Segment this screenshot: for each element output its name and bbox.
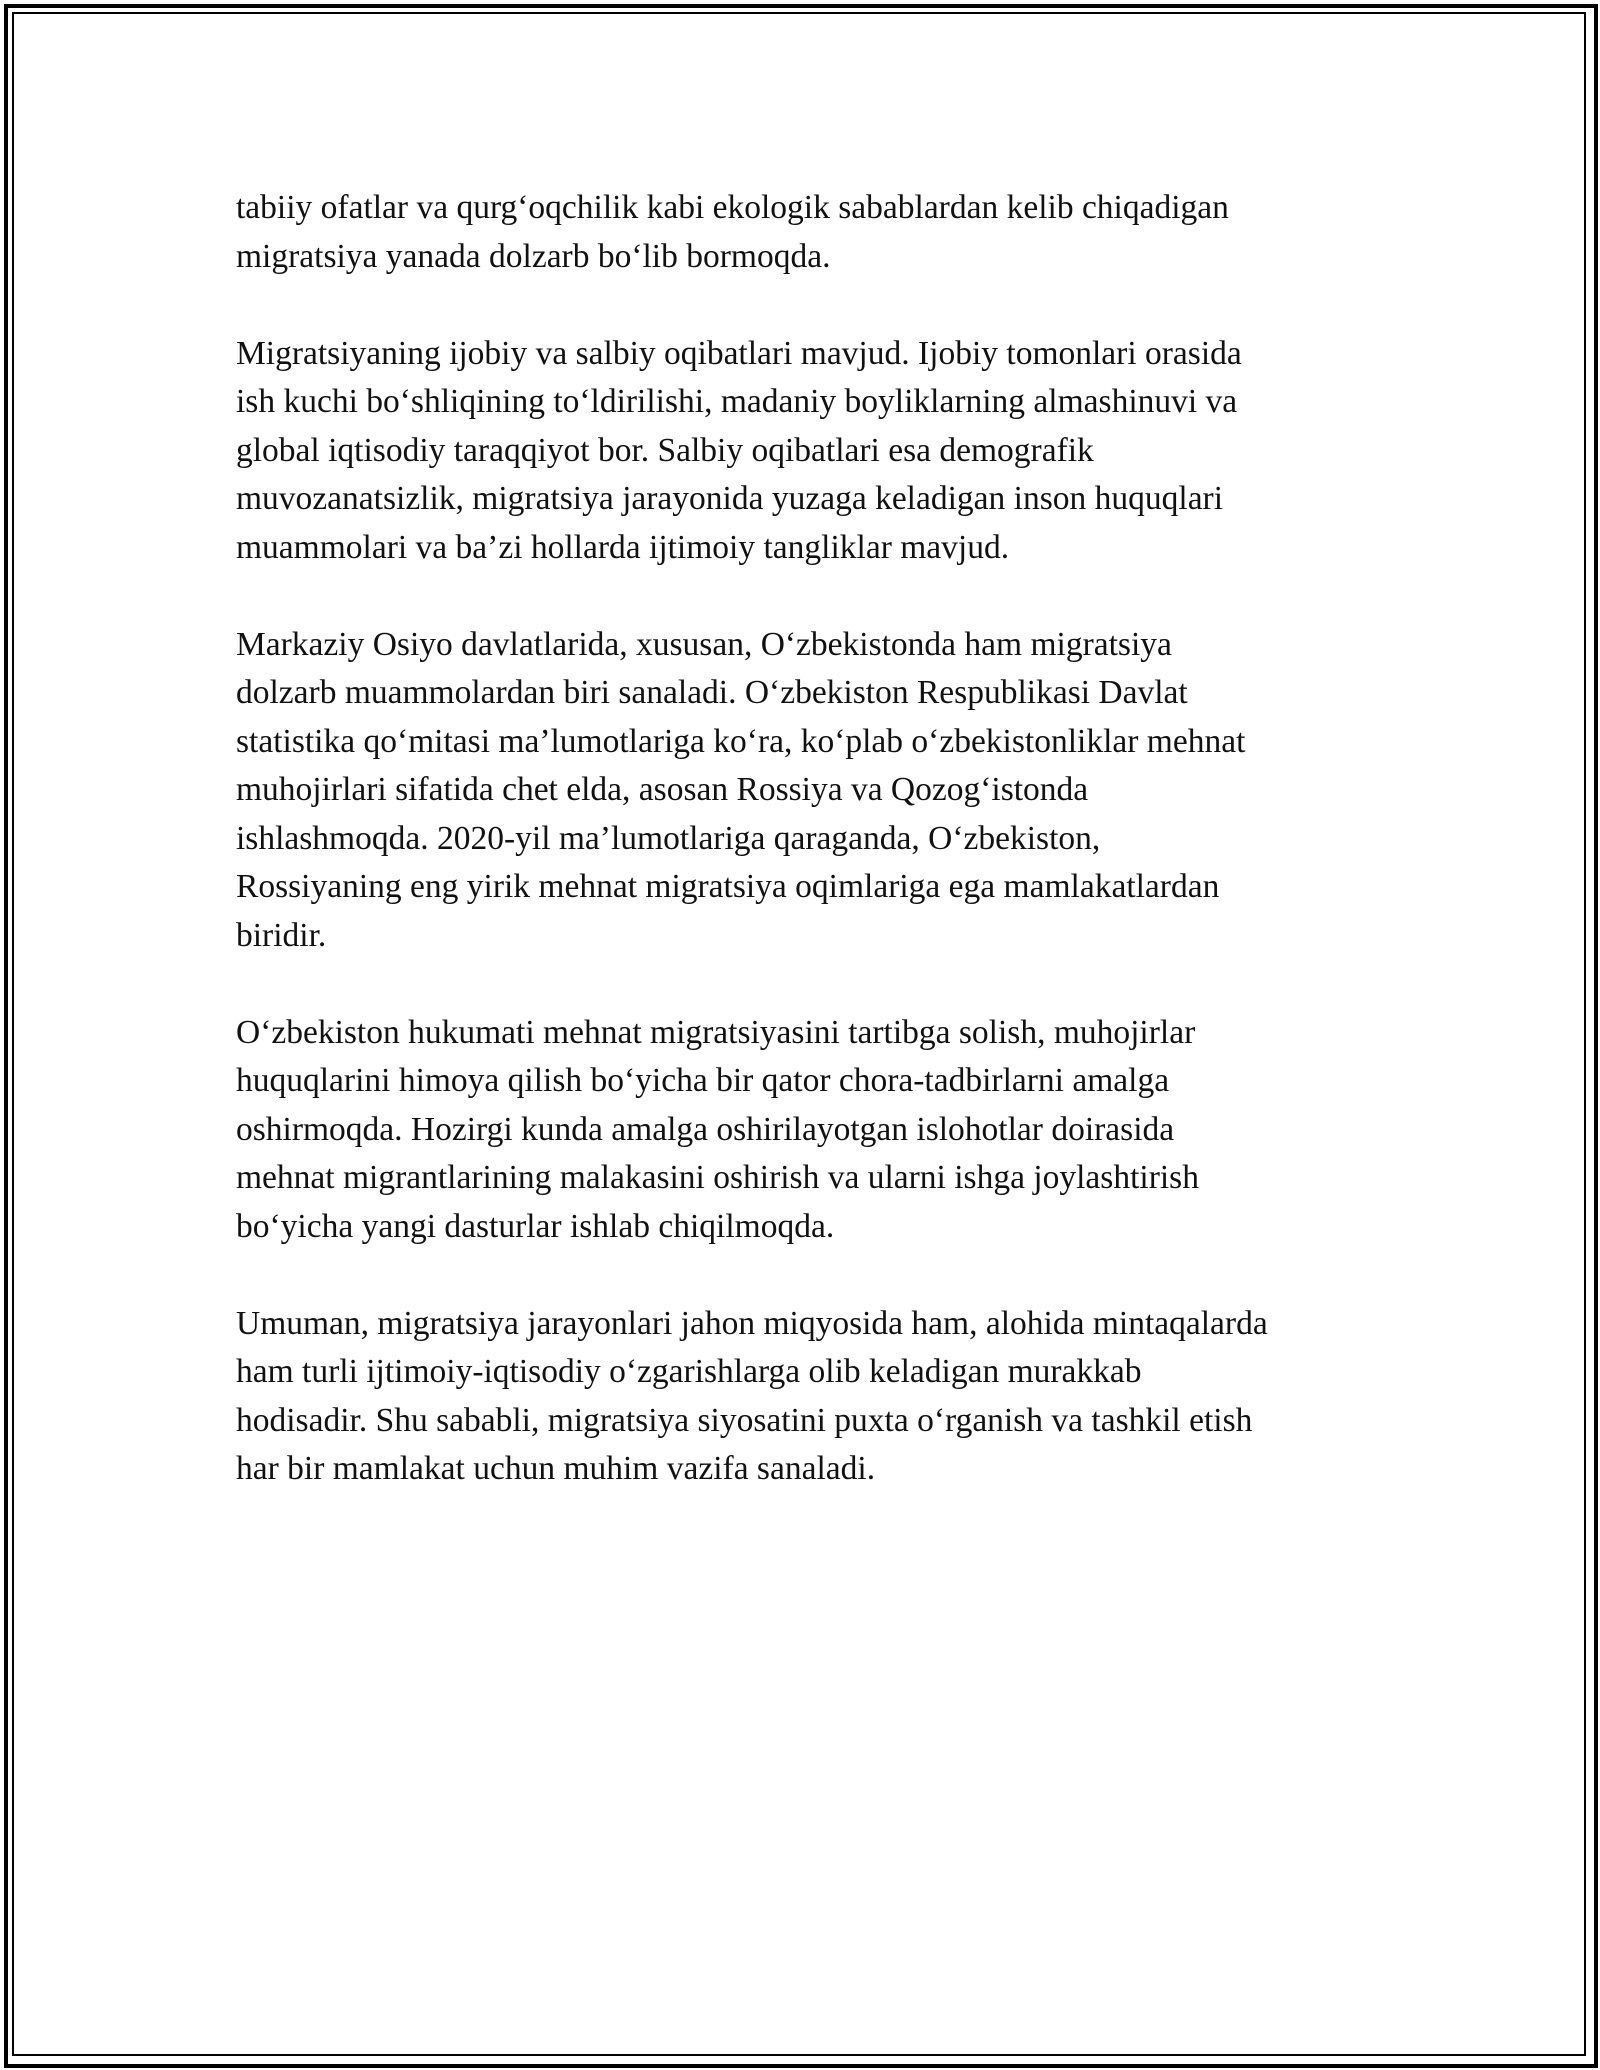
paragraph-2: Migratsiyaning ijobiy va salbiy oqibatlari mavjud. Ijobiy tomonlari orasida ish kuchi bo‘shliqining to‘ldirilishi, madaniy boyliklarning almashinuvi va global iqtisodiy taraqqiyot bor. Salbiy oqibatlari esa demografik muvozanatsizlik, migratsiya jarayonida yuzaga keladigan inson huquqlari muammolari va ba’zi hollarda ijtimoiy tangliklar mavjud. xyxy=(236,334,1242,566)
paragraph-1: tabiiy ofatlar va qurg‘oqchilik kabi ekologik sabablardan kelib chiqadigan migratsiya yanada dolzarb bo‘lib bormoqda. xyxy=(236,189,1229,275)
paragraph-5: Umuman, migratsiya jarayonlari jahon miqyosida ham, alohida mintaqalarda ham turli ijtimoiy-iqtisodiy o‘zgarishlarga olib keladigan murakkab hodisadir. Shu sababli, migratsiya siyosatini puxta o‘rganish va tashkil etish har bir mamlakat uchun muhim vazifa sanaladi. xyxy=(236,1304,1268,1487)
paragraph-3: Markaziy Osiyo davlatlarida, xususan, O‘zbekistonda ham migratsiya dolzarb muammolardan biri sanaladi. O‘zbekiston Respublikasi Davlat statistika qo‘mitasi ma’lumotlariga ko‘ra, ko‘plab o‘zbekistonliklar mehnat muhojirlari sifatida chet elda, asosan Rossiya va Qozog‘istonda ishlashmoqda. 2020-yil ma’lumotlariga qaraganda, O‘zbekiston, Rossiyaning eng yirik mehnat migratsiya oqimlariga ega mamlakatlardan biridir. xyxy=(236,625,1246,954)
document-body xyxy=(236,184,1376,1542)
paragraph-4: O‘zbekiston hukumati mehnat migratsiyasini tartibga solish, muhojirlar huquqlarini himoya qilish bo‘yicha bir qator chora-tadbirlarni amalga oshirmoqda. Hozirgi kunda amalga oshirilayotgan islohotlar doirasida mehnat migrantlarining malakasini oshirish va ularni ishga joylashtirish bo‘yicha yangi dasturlar ishlab chiqilmoqda. xyxy=(236,1013,1199,1245)
